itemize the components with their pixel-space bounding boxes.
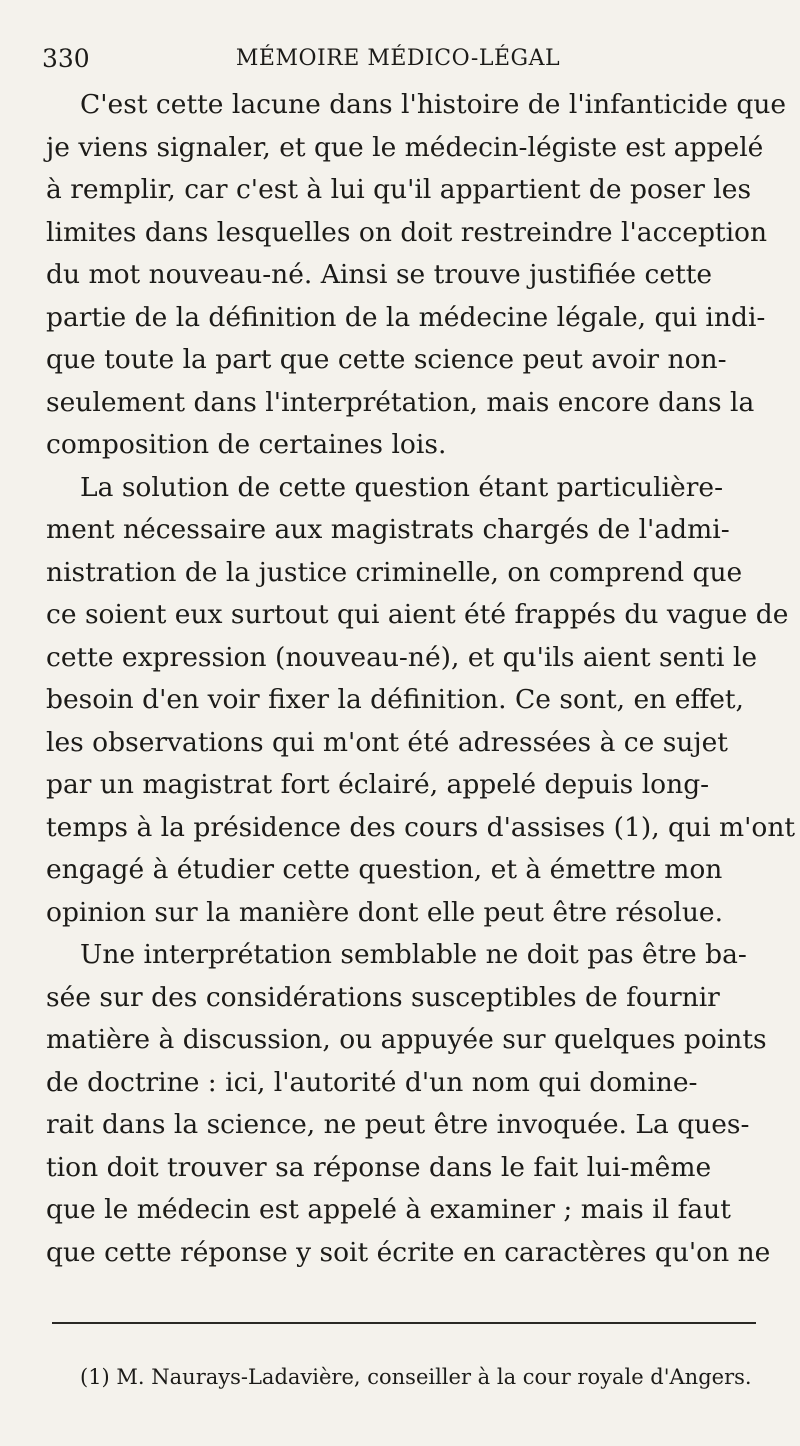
text-line: composition de certaines lois. bbox=[46, 429, 447, 460]
paragraph-1 bbox=[46, 84, 787, 467]
body-text bbox=[46, 84, 796, 1274]
text-line: matière à discussion, ou appuyée sur quelques points bbox=[46, 1024, 767, 1055]
text-line: nistration de la justice criminelle, on comprend que bbox=[46, 556, 743, 588]
page-header bbox=[42, 44, 754, 80]
text-line: je viens signaler, et que le médecin-légiste est appelé bbox=[46, 131, 764, 163]
text-line: seulement dans l'interprétation, mais encore dans la bbox=[46, 386, 755, 418]
running-title: MÉMOIRE MÉDICO-LÉGAL bbox=[235, 46, 561, 71]
text-line: que cette réponse y soit écrite en caractères qu'on ne bbox=[46, 1236, 771, 1268]
text-line: besoin d'en voir fixer la définition. Ce sont, en effet, bbox=[46, 684, 744, 715]
text-line: les observations qui m'ont été adressées à ce sujet bbox=[46, 726, 728, 758]
text-line: que toute la part que cette science peut avoir non- bbox=[46, 344, 727, 375]
text-line: de doctrine : ici, l'autorité d'un nom qui domine- bbox=[46, 1066, 698, 1098]
footnote-rule bbox=[52, 1322, 756, 1324]
text-line: engagé à étudier cette question, et à émettre mon bbox=[46, 854, 723, 885]
footnote: (1) M. Naurays-Ladavière, conseiller à la cour royale d'Angers. bbox=[80, 1365, 752, 1389]
text-line: à remplir, car c'est à lui qu'il appartient de poser les bbox=[46, 174, 752, 205]
text-line: partie de la définition de la médecine légale, qui indi- bbox=[46, 301, 766, 333]
text-line: rait dans la science, ne peut être invoquée. La ques- bbox=[46, 1109, 750, 1140]
text-line: limites dans lesquelles on doit restreindre l'acception bbox=[46, 216, 768, 248]
page-number: 330 bbox=[42, 44, 90, 73]
text-line: par un magistrat fort éclairé, appelé depuis long- bbox=[46, 769, 710, 800]
text-line: sée sur des considérations susceptibles de fournir bbox=[46, 981, 720, 1013]
paragraph-2 bbox=[46, 467, 796, 935]
text-line: opinion sur la manière dont elle peut être résolue. bbox=[46, 896, 724, 928]
text-line: du mot nouveau-né. Ainsi se trouve justifiée cette bbox=[46, 259, 713, 290]
text-line: Une interprétation semblable ne doit pas être ba- bbox=[80, 939, 747, 970]
text-line: ce soient eux surtout qui aient été frappés du vague de bbox=[46, 599, 789, 630]
paragraph-3 bbox=[46, 934, 771, 1274]
text-line: que le médecin est appelé à examiner ; mais il faut bbox=[46, 1194, 731, 1225]
text-line: cette expression (nouveau-né), et qu'ils aient senti le bbox=[46, 641, 758, 673]
text-line: La solution de cette question étant particulière- bbox=[80, 471, 724, 503]
text-line: ment nécessaire aux magistrats chargés de l'admi- bbox=[46, 514, 730, 545]
text-line: C'est cette lacune dans l'histoire de l'infanticide que bbox=[80, 89, 787, 120]
text-line: temps à la présidence des cours d'assises (1), qui m'ont bbox=[46, 811, 796, 843]
text-line: tion doit trouver sa réponse dans le fait lui-même bbox=[46, 1151, 712, 1183]
